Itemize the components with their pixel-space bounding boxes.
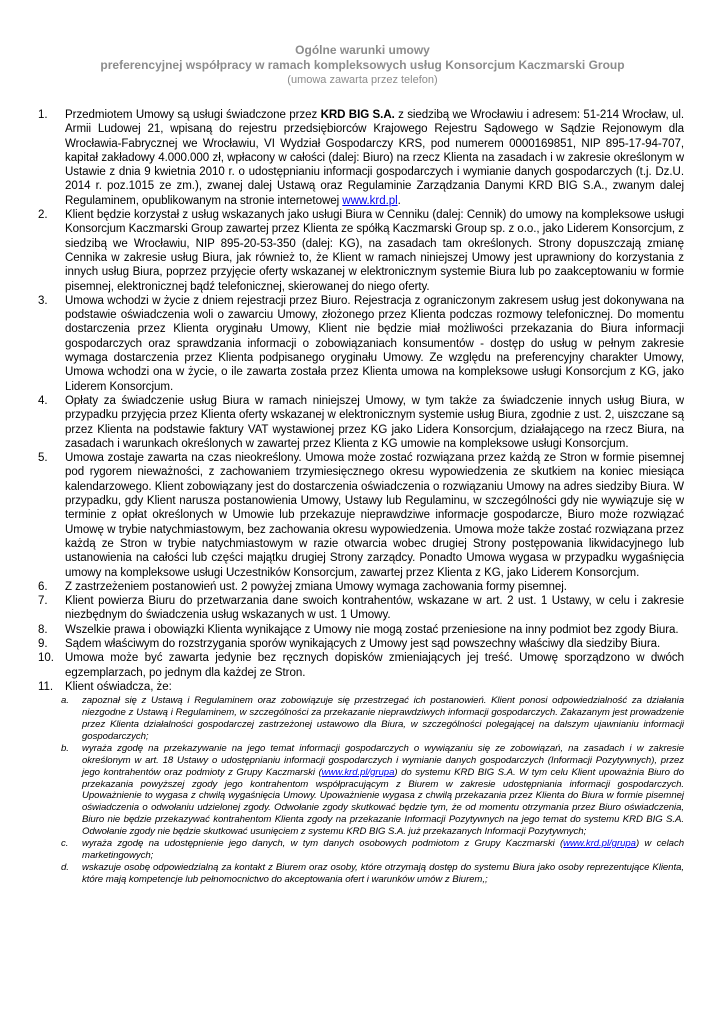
sub-text <box>82 862 684 886</box>
term-number: 4. <box>38 394 48 407</box>
sub-text <box>82 838 684 862</box>
text-run: Przedmiotem Umowy są usługi świadczone przez <box>65 109 321 121</box>
text-run: Wszelkie prawa i obowiązki Klienta wynikające z Umowy nie mogą zostać przeniesione na inny podmiot bez zgody Biura. <box>65 623 679 636</box>
sub-text <box>82 743 684 838</box>
text-run: Klient powierza Biuru do przetwarzania dane swoich kontrahentów, wskazane w art. 2 ust. 1 Ustawy, w celu i zakresie niezbędnym do świadczenia usług wskazanych w ust. 1 Umowy. <box>65 595 684 622</box>
sub-item <box>38 862 684 886</box>
term-number: 1. <box>38 109 48 121</box>
text-run: . <box>397 194 401 207</box>
text-run: Opłaty za świadczenie usług Biura w ramach niniejszej Umowy, w tym także za świadczenie innych usług Biura, w przypadku przyjęcia przez Klienta oferty wskazanej w elektronicznym systemie usług Biura, zgodnie z ust. 2, uiszczane są przez Klienta na podstawie faktury VAT wystawionej przez KG jako Lidera Konsorcjum, działającego na rzecz Biura, na zasadach i warunkach określonych w zawartej przez Klienta z KG umowie na kompleksowe usługi Konsorcjum. <box>65 394 684 450</box>
document-title: Ogólne warunki umowy <box>295 43 430 57</box>
text-run: Sądem właściwym do rozstrzygania sporów wynikających z Umowy jest sąd powszechny właściwy dla siedziby Biura. <box>65 637 661 650</box>
term-item <box>38 394 684 451</box>
term-text <box>65 451 684 580</box>
sub-letter: d. <box>61 861 69 873</box>
sub-item <box>38 743 684 838</box>
term-item <box>38 580 684 594</box>
term-text <box>65 580 684 594</box>
term-text <box>65 108 684 208</box>
link[interactable]: www.krd.pl/grupa <box>563 838 636 850</box>
term-number: 7. <box>38 595 48 608</box>
term-text <box>65 651 684 680</box>
term-text <box>65 680 684 694</box>
term-number: 6. <box>38 580 48 593</box>
term-text <box>65 394 684 451</box>
terms-list <box>38 108 684 886</box>
term-number: 9. <box>38 637 48 650</box>
term-item <box>38 680 684 886</box>
text-run: ) w celach marketingowych; <box>82 838 684 861</box>
term-item <box>38 294 684 394</box>
term-item <box>38 108 684 208</box>
sub-letter: b. <box>61 742 69 754</box>
document-header <box>0 43 725 87</box>
sub-letter: c. <box>61 838 69 850</box>
sub-text <box>82 695 684 743</box>
text-run: wskazuje osobę odpowiedzialną za kontakt z Biurem oraz osoby, które otrzymają dostęp do systemu Biura jako osoby reprezentujące Klienta, które mają kompetencje lub pełnomocnictwo do akceptowania ofert i warunków umów z Biurem,; <box>82 861 684 885</box>
term-text <box>65 623 684 637</box>
sub-item <box>38 838 684 862</box>
link[interactable]: www.krd.pl <box>342 194 398 207</box>
term-number: 2. <box>38 209 48 222</box>
link[interactable]: www.krd.pl/grupa <box>321 766 395 778</box>
text-run: Klient będzie korzystał z usług wskazanych jako usługi Biura w Cenniku (dalej: Cennik) do umowy na kompleksowe usługi Konsorcjum Kaczmarski Group zawartej przez Klienta ze spółką Kaczmarski Group sp. z o.o., jako Liderem Konsorcjum, z siedzibą we Wrocławiu, NIP 895-20-53-350 (dalej: KG), na zasadach tam określonych. Strony dopuszczają zmianę Cennika w zakresie usług Biura, jak również to, że Klient w ramach niniejszej Umowy jest uprawniony do korzystania z innych usług Biura, poprzez przyjęcie oferty wskazanej w elektronicznym systemie Biura lub po zaakceptowaniu w formie pisemnej, elektronicznej bądź telefonicznej, skierowanej do niego oferty. <box>65 209 684 293</box>
text-run: Umowa może być zawarta jedynie bez ręcznych dopisków zmieniających jej treść. Umowę sporządzono w dwóch egzemplarzach, po jednym dla każdej ze Stron. <box>65 652 684 679</box>
document-subtitle: (umowa zawarta przez telefon) <box>287 74 438 86</box>
text-run: z siedzibą we Wrocławiu i adresem: 51-214 Wrocław, ul. Armii Ludowej 21, wpisaną do rejestru przedsiębiorców Krajowego Rejestru Sądowego w Sądzie Rejonowym dla Wrocławia-Fabrycznej we Wrocławiu, VI Wydział Gospodarczy KRS, pod numerem 0000169851, NIP 895-17-94-707, kapitał zakładowy 4.000.000 zł, wpłacony w całości (dalej: Biuro) na rzecz Klienta na zasadach i w zakresie określonym w Ustawie z dnia 9 kwietnia 2010 r. o udostępnianiu informacji gospodarczych i wymianie danych gospodarczych (t.j. Dz.U. 2014 r. poz.1015 ze zm.), zwanej dalej Ustawą oraz Regulaminie Zarządzania Danymi KRD BIG S.A., zwanym dalej Regulaminem, opublikowanym na stronie internetowej <box>65 109 685 207</box>
text-run: Klient oświadcza, że: <box>65 680 172 693</box>
document-title-line2: preferencyjnej współpracy w ramach kompleksowych usług Konsorcjum Kaczmarski Group <box>100 58 625 72</box>
term-item <box>38 451 684 580</box>
text-run: Umowa wchodzi w życie z dniem rejestracji przez Biuro. Rejestracja z ograniczonym zakresem usług jest dokonywana na podstawie oświadczenia woli o zawarciu Umowy, złożonego przez Klienta podczas rozmowy telefonicznej. Do momentu dostarczenia przez Klienta oryginału Umowy, Klient nie będzie miał możliwości przekazania do Biura informacji gospodarczych oraz sprawdzania informacji o zobowiązaniach konsumentów - dostęp do usług w pełnym zakresie wymaga dostarczenia przez Klienta podpisanego oryginału Umowy. Ze względu na preferencyjny charakter Umowy, Umowa wchodzi ona w życie, o ile zawarta została przez Klienta umowa na kompleksowe usługi Konsorcjum z KG, jako Liderem Konsorcjum. <box>65 294 684 393</box>
sub-list <box>38 695 684 886</box>
text-run: wyraża zgodę na przekazywanie na jego temat informacji gospodarczych o wywiązaniu się ze zobowiązań, na zasadach i w zakresie określonym w art. 18 Ustawy o udostępnianiu informacji gospodarczych i wymianie danych gospodarczych (Informacji Pozytywnych), przez jego kontrahentów oraz podmioty z Grupy Kaczmarski ( <box>82 742 684 778</box>
term-text <box>65 637 684 651</box>
bold-text: KRD BIG S.A. <box>320 109 395 121</box>
term-text <box>65 208 684 294</box>
term-text <box>65 594 684 623</box>
term-item <box>38 594 684 623</box>
text-run: ) do systemu KRD BIG S.A. W tym celu Klient upoważnia Biuro do przekazania powyższej zgody jego kontrahentom współpracującym z Biurem w zakresie udostępniania informacji gospodarczych. Upoważnienie to wygasa z chwilą wygaśnięcia Umowy. Upoważnienie wygasa z chwilą przekazania przez Klienta do Biura w formie pisemnej oświadczenia o odwołaniu udzielonej zgody. Odwołanie zgody skutkować będzie tym, że od momentu otrzymania przez Biuro oświadczenia, Biuro nie będzie przekazywać kontrahentom Klienta zgody na przekazanie Informacji Pozytywnych na jego temat do systemu KRD BIG S.A. Odwołanie zgody nie będzie skutkować usunięciem z systemu KRD BIG S.A. już przekazanych Informacji Pozytywnych; <box>82 766 684 838</box>
term-number: 11. <box>38 680 54 693</box>
term-number: 10. <box>38 652 54 665</box>
text-run: Z zastrzeżeniem postanowień ust. 2 powyżej zmiana Umowy wymaga zachowania formy pisemnej. <box>65 580 567 593</box>
text-run: Umowa zostaje zawarta na czas nieokreślony. Umowa może zostać rozwiązana przez każdą ze Stron w formie pisemnej pod rygorem nieważności, z zachowaniem trzymiesięcznego okresu wypowiedzenia ze skutkiem na koniec miesiąca kalendarzowego. Klient zobowiązany jest do dostarczenia oświadczenia o rozwiązaniu Umowy na adres siedziby Biura. W przypadku, gdy Klient narusza postanowienia Umowy, Ustawy lub Regulaminu, w szczególności gdy nie wywiązuje się w terminie z opłat określonych w Umowie lub przekazuje nieprawdziwe informacje gospodarcze, Biuro może rozwiązać Umowę w trybie natychmiastowym, bez zachowania okresu wypowiedzenia. Umowa może także zostać rozwiązana przez każdą ze Stron w trybie natychmiastowym w razie otwarcia wobec drugiej Strony postępowania likwidacyjnego lub ustanowienia na całości lub części majątku drugiej Strony zarządcy. Ponadto Umowa wygasa w przypadku wygaśnięcia umowy na kompleksowe usługi Uczestników Konsorcjum, zawartej przez Klienta z KG, jako Liderem Konsorcjum. <box>65 452 684 579</box>
term-number: 5. <box>38 452 48 465</box>
term-item <box>38 623 684 637</box>
sub-item <box>38 695 684 743</box>
term-item <box>38 651 684 680</box>
sub-letter: a. <box>61 695 69 707</box>
term-item <box>38 637 684 651</box>
term-text <box>65 294 684 394</box>
term-number: 3. <box>38 294 48 307</box>
text-run: zapoznał się z Ustawą i Regulaminem oraz zobowiązuje się przestrzegać ich postanowień. Klient ponosi odpowiedzialność za działania niezgodne z Ustawą i Regulaminem, w szczególności za przekazanie nieprawdziwych informacji gospodarczych. Zakazanym jest prowadzenie przez Klienta działalności gospodarczej zastrzeżonej ustawowo dla Biura, w szczególności polegającej na dalszym ujawnianiu informacji gospodarczych; <box>82 695 684 742</box>
term-number: 8. <box>38 623 48 636</box>
text-run: wyraża zgodę na udostępnienie jego danych, w tym danych osobowych podmiotom z Grupy Kaczmarski ( <box>82 838 564 850</box>
term-item <box>38 208 684 294</box>
